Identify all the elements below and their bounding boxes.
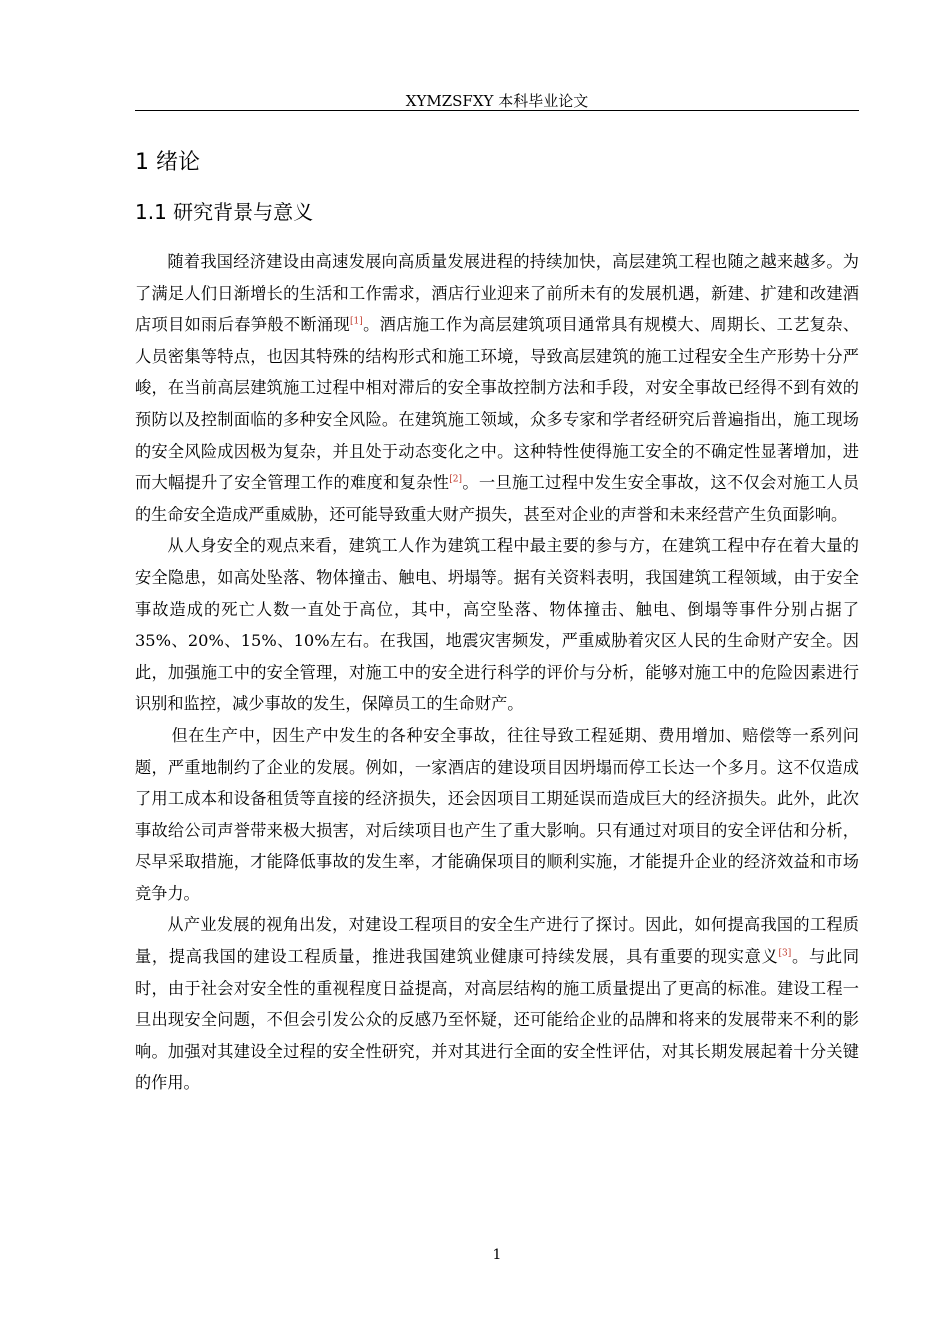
body-text: [135, 246, 859, 1099]
page-number: 1: [492, 1247, 502, 1263]
paragraph-1-text-2: 。酒店施工作为高层建筑项目通常具有规模大、周期长、工艺复杂、人员密集等特点，也因其特殊的结构形式和施工环境，导致高层建筑的施工过程安全生产形势十分严峻，在当前高层建筑施工过程中相对滞后的安全事故控制方法和手段，对安全事故已经得不到有效的预防以及控制面临的多种安全风险。在建筑施工领域，众多专家和学者经研究后普遍指出，施工现场的安全风险成因极为复杂，并且处于动态变化之中。这种特性使得施工安全的不确定性显著增加，进而大幅提升了安全管理工作的难度和复杂性: [135, 315, 859, 493]
chapter-title: 1 绪论: [135, 150, 200, 175]
paragraph-1-text-1: 随着我国经济建设由高速发展向高质量发展进程的持续加快，高层建筑工程也随之越来越多。为了满足人们日渐增长的生活和工作需求，酒店行业迎来了前所未有的发展机遇，新建、扩建和改建酒店项目如雨后春笋般不断涌现: [135, 252, 859, 335]
citation-3[interactable]: [3]: [778, 948, 792, 959]
section-title: 1.1 研究背景与意义: [135, 200, 314, 224]
running-header: XYMZSFXY 本科毕业论文: [405, 92, 589, 110]
header-rule: [135, 110, 859, 111]
paragraph-1: [135, 246, 859, 530]
citation-1[interactable]: [1]: [350, 316, 363, 327]
paragraph-1-text-3: 。一旦施工过程中发生安全事故，这不仅会对施工人员的生命安全造成严重威胁，还可能导致重大财产损失，甚至对企业的声誉和未来经营产生负面影响。: [135, 473, 860, 524]
paragraph-4: [135, 909, 859, 1099]
citation-2[interactable]: [2]: [449, 474, 463, 485]
paragraph-4-text-1: 从产业发展的视角出发，对建设工程项目的安全生产进行了探讨。因此，如何提高我国的工程质量，提高我国的建设工程质量，推进我国建筑业健康可持续发展，具有重要的现实意义: [135, 915, 859, 967]
paragraph-3: 但在生产中，因生产中发生的各种安全事故，往往导致工程延期、费用增加、赔偿等一系列问题，严重地制约了企业的发展。例如，一家酒店的建设项目因坍塌而停工长达一个多月。这不仅造成了用工成本和设备租赁等直接的经济损失，还会因项目工期延误而造成巨大的经济损失。此外，此次事故给公司声誉带来极大损害，对后续项目也产生了重大影响。只有通过对项目的安全评估和分析，尽早采取措施，才能降低事故的发生率，才能确保项目的顺利实施，才能提升企业的经济效益和市场竞争力。: [135, 725, 859, 903]
paragraph-2: 从人身安全的观点来看，建筑工人作为建筑工程中最主要的参与方，在建筑工程中存在着大量的安全隐患，如高处坠落、物体撞击、触电、坍塌等。据有关资料表明，我国建筑工程领域，由于安全事故造成的死亡人数一直处于高位，其中，高空坠落、物体撞击、触电、倒塌等事件分别占据了 35%、20%、15%、10%左右。在我国，地震灾害频发，严重威胁着灾区人民的生命财产安全。因此，加强施工中的安全管理，对施工中的安全进行科学的评价与分析，能够对施工中的危险因素进行识别和监控，减少事故的发生，保障员工的生命财产。: [135, 536, 859, 714]
paragraph-4-text-2: 。与此同时，由于社会对安全性的重视程度日益提高，对高层结构的施工质量提出了更高的标准。建设工程一旦出现安全问题，不但会引发公众的反感乃至怀疑，还可能给企业的品牌和将来的发展带来不利的影响。加强对其建设全过程的安全性研究，并对其进行全面的安全性评估，对其长期发展起着十分关键的作用。: [135, 947, 860, 1093]
